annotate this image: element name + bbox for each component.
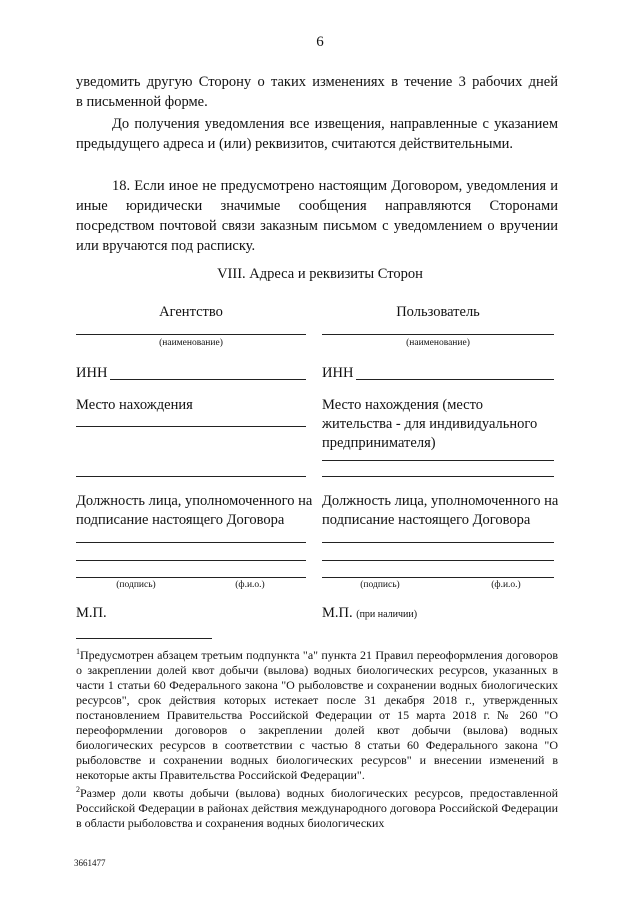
right-name-line — [322, 334, 554, 335]
left-party-heading: Агентство — [159, 304, 223, 320]
right-seal — [322, 604, 417, 624]
right-position-label: Должность лица, уполномоченного на подписание настоящего Договора — [322, 493, 559, 528]
footnote-2 — [76, 782, 558, 831]
right-location-label: Место нахождения (место жительства - для индивидуального предпринимателя) — [322, 397, 538, 451]
right-inn-line — [356, 379, 554, 380]
left-location-label: Место нахождения — [76, 397, 193, 413]
left-position-line-2 — [76, 560, 306, 561]
left-fio-caption: (ф.и.о.) — [235, 580, 265, 590]
paragraph-line: уведомить другую Сторону о таких изменениях в течение 3 рабочих дней — [76, 74, 558, 90]
right-position-line-2 — [322, 560, 554, 561]
paragraph-continuation — [76, 72, 558, 92]
right-location-line-2 — [322, 476, 554, 477]
page-number: 6 — [316, 34, 324, 50]
footnote-1 — [76, 644, 558, 783]
left-signature-caption: (подпись) — [116, 580, 156, 590]
footnote-1-text: Предусмотрен абзацем третьим подпункта "а" пункта 21 Правил переоформления договоров о закреплении долей квот добычи (вылова) водных биологических ресурсов, указанных в части 1 статьи 60 Федерального закона "О рыболовстве и сохранении водных биологических ресурсов", срок действия которых истекает после 31 декабря 2018 г., утвержденных постановлением Правительства Российской Федерации от 15 марта 2018 г. № 260 "О переоформлении договоров о закреплении долей квот добычи (вылова) водных биологических ресурсов в соответствии с частью 8 статьи 60 Федерального закона "О рыболовстве и сохранении водных биологических ресурсов" и внесении изменений в некоторые акты Правительства Российской Федерации". — [76, 648, 558, 782]
paragraph-18: 18. Если иное не предусмотрено настоящим Договором, уведомления и иные юридически значимые сообщения направляются Сторонами посредством почтовой связи заказным письмом с уведомлением о вручении или вручаются под расписку. — [76, 178, 558, 254]
right-seal-text: М.П. — [322, 605, 353, 621]
left-location-line-2 — [76, 476, 306, 477]
right-signature-caption: (подпись) — [360, 580, 400, 590]
left-position-label: Должность лица, уполномоченного на подписание настоящего Договора — [76, 493, 313, 528]
left-position-line — [76, 542, 306, 543]
paragraph-validity: До получения уведомления все извещения, направленные с указанием предыдущего адреса и (или) реквизитов, считаются действительными. — [76, 116, 558, 152]
right-position-line — [322, 542, 554, 543]
right-party-heading: Пользователь — [396, 304, 480, 320]
footnote-1-mark: 1 — [76, 647, 80, 656]
left-inn-line — [110, 379, 306, 380]
left-location-line — [76, 426, 306, 427]
right-inn-label: ИНН — [322, 365, 354, 381]
footnote-2-text: Размер доли квоты добычи (вылова) водных биологических ресурсов, предоставленной Российской Федерации в районах действия международного договора Российской Федерации в области рыболовства и сохранения водных биологических — [76, 786, 558, 830]
footnote-2-mark: 2 — [76, 785, 80, 794]
right-location-line — [322, 460, 554, 461]
left-seal: М.П. — [76, 605, 107, 621]
right-signature-line — [322, 577, 554, 578]
right-seal-note: (при наличии) — [356, 609, 418, 620]
left-name-caption: (наименование) — [159, 338, 223, 348]
paragraph-continuation-end: в письменной форме. — [76, 94, 208, 110]
section-title: VIII. Адреса и реквизиты Сторон — [217, 266, 423, 282]
document-code: 3661477 — [74, 858, 106, 868]
right-fio-caption: (ф.и.о.) — [491, 580, 521, 590]
left-inn-label: ИНН — [76, 365, 108, 381]
left-name-line — [76, 334, 306, 335]
right-name-caption: (наименование) — [406, 338, 470, 348]
footnote-separator — [76, 638, 212, 639]
left-signature-line — [76, 577, 306, 578]
